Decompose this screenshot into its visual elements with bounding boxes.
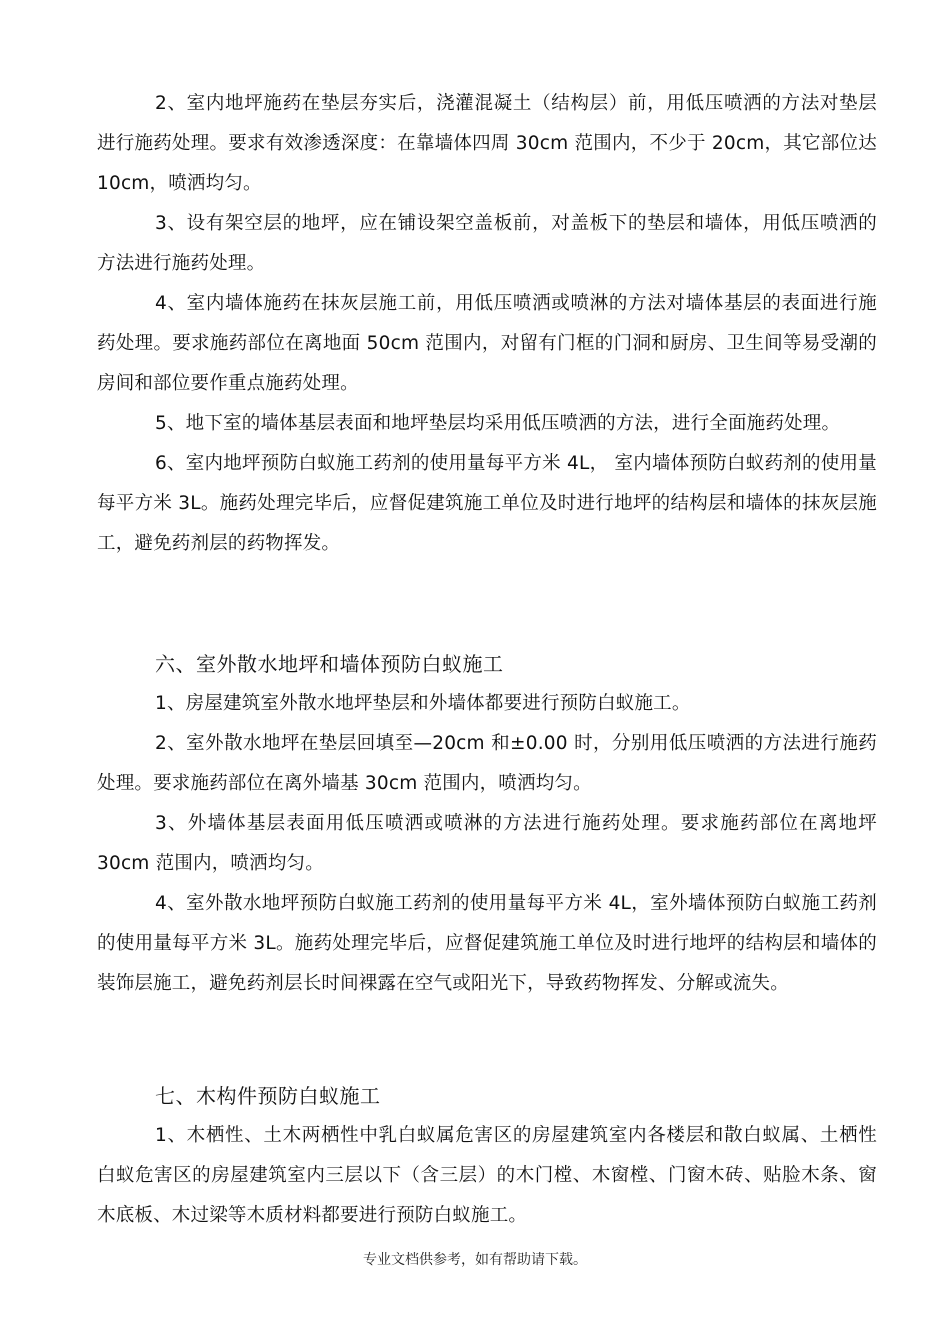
section5-item-6: 6、室内地坪预防白蚁施工药剂的使用量每平方米 4L， 室内墙体预防白蚁药剂的使用量每平方米 3L。施药处理完毕后，应督促建筑施工单位及时进行地坪的结构层和墙体的抹灰层施工，避免药剂层的药物挥发。 [97, 453, 877, 554]
section5-item-3: 3、设有架空层的地坪，应在铺设架空盖板前，对盖板下的垫层和墙体，用低压喷洒的方法进行施药处理。 [97, 213, 877, 274]
section7-body [97, 1116, 877, 1236]
section6-body [97, 684, 877, 1004]
section7-item-1: 1、木栖性、土木两栖性中乳白蚁属危害区的房屋建筑室内各楼层和散白蚁属、土栖性白蚁危害区的房屋建筑室内三层以下（含三层）的木门樘、木窗樘、门窗木砖、贴脸木条、窗木底板、木过梁等木质材料都要进行预防白蚁施工。 [97, 1125, 877, 1226]
section7-heading: 七、木构件预防白蚁施工 [155, 1084, 381, 1108]
section6-item-2: 2、室外散水地坪在垫层回填至—20cm 和±0.00 时，分别用低压喷洒的方法进行施药处理。要求施药部位在离外墙基 30cm 范围内，喷洒均匀。 [97, 733, 877, 794]
section6-item-1: 1、房屋建筑室外散水地坪垫层和外墙体都要进行预防白蚁施工。 [155, 693, 691, 714]
section5-item-4: 4、室内墙体施药在抹灰层施工前，用低压喷洒或喷淋的方法对墙体基层的表面进行施药处理。要求施药部位在离地面 50cm 范围内，对留有门框的门洞和厨房、卫生间等易受潮的房间和部位要作重点施药处理。 [97, 293, 877, 394]
section6-heading: 六、室外散水地坪和墙体预防白蚁施工 [155, 652, 504, 676]
section5-item-2: 2、室内地坪施药在垫层夯实后，浇灌混凝土（结构层）前，用低压喷洒的方法对垫层进行施药处理。要求有效渗透深度：在靠墙体四周 30cm 范围内，不少于 20cm，其它部位达 10cm，喷洒均匀。 [97, 93, 877, 194]
page-footer-note: 专业文档供参考，如有帮助请下载。 [363, 1252, 587, 1268]
section5-item-5: 5、地下室的墙体基层表面和地坪垫层均采用低压喷洒的方法，进行全面施药处理。 [155, 413, 841, 434]
section6-item-3: 3、外墙体基层表面用低压喷洒或喷淋的方法进行施药处理。要求施药部位在离地坪 30cm 范围内，喷洒均匀。 [97, 813, 877, 874]
section5-body [97, 84, 877, 564]
section6-item-4: 4、室外散水地坪预防白蚁施工药剂的使用量每平方米 4L，室外墙体预防白蚁施工药剂的使用量每平方米 3L。施药处理完毕后，应督促建筑施工单位及时进行地坪的结构层和墙体的装饰层施工，避免药剂层长时间裸露在空气或阳光下，导致药物挥发、分解或流失。 [97, 893, 877, 994]
